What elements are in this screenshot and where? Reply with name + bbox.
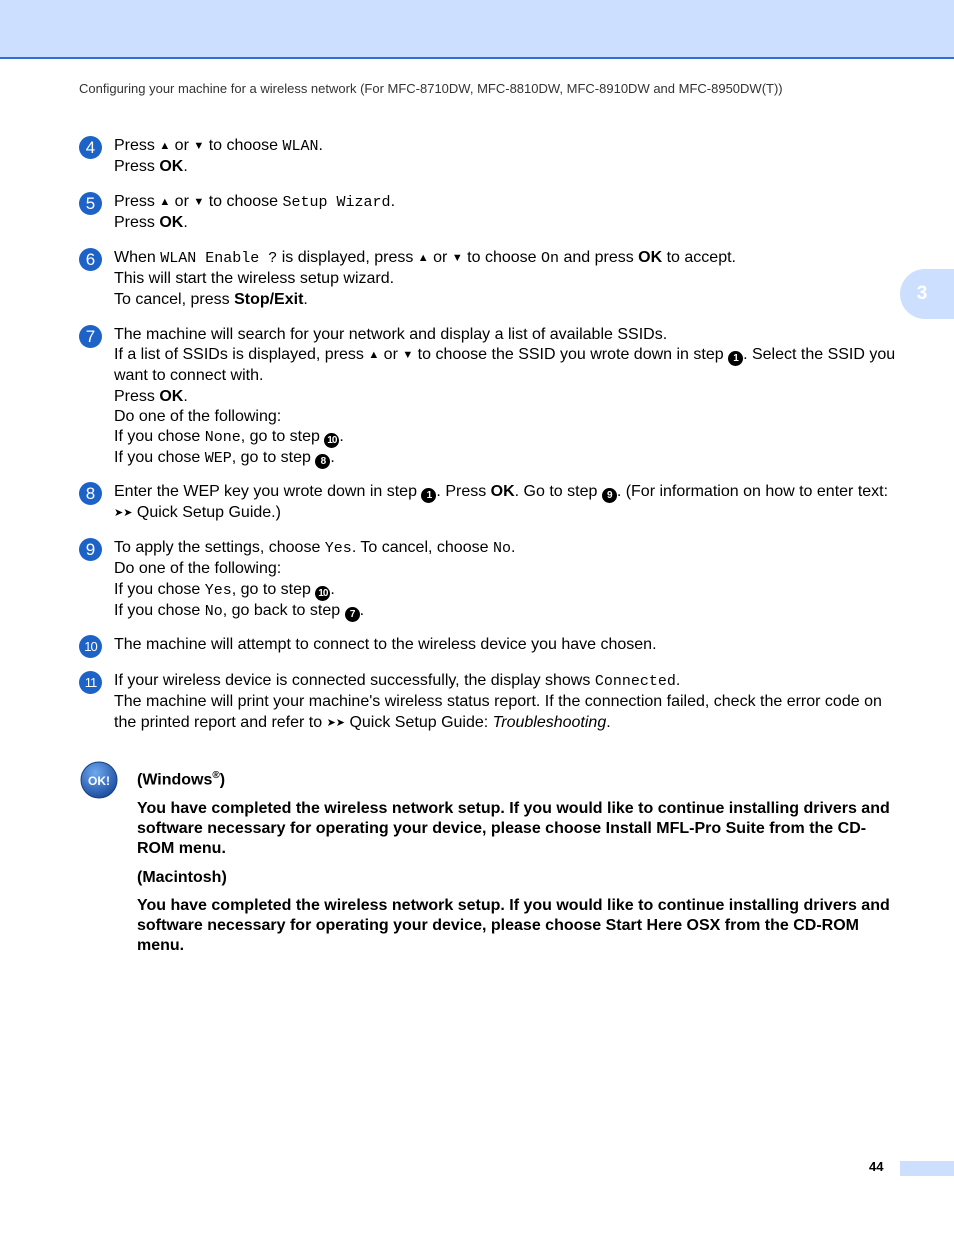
down-arrow-icon: ▼	[451, 252, 463, 264]
up-arrow-icon: ▲	[417, 252, 429, 264]
mac-note: You have completed the wireless network setup. If you would like to continue installing drivers and software necessary for operating your device, please choose Start Here OSX from the CD-ROM menu.	[137, 896, 890, 955]
lcd-value: WLAN	[282, 138, 319, 155]
step-ref-badge: 10	[324, 433, 339, 448]
lcd-value: WEP	[204, 450, 232, 468]
step-number: 10	[79, 635, 102, 658]
step-number: 4	[79, 136, 102, 159]
lcd-value: WLAN Enable ?	[160, 250, 278, 267]
step-7: 7 The machine will search for your network and display a list of available SSIDs. If a list of SSIDs is displayed, press ▲ or ▼ to choose the SSID you wrote down in step 1 . Select the SSID you want to connect with. Press OK. Do one of the following: If you chose None, go to step 10 . If you chose WEP, go to step 8 .	[79, 325, 899, 470]
down-arrow-icon: ▼	[193, 140, 205, 152]
stop-exit-key: Stop/Exit	[234, 290, 304, 308]
lcd-value: None	[204, 429, 241, 447]
ok-key: OK	[159, 158, 184, 176]
up-arrow-icon: ▲	[159, 196, 171, 208]
reference-arrows-icon: ➤➤	[114, 507, 133, 519]
step-10: 10 The machine will attempt to connect to the wireless device you have chosen.	[79, 635, 899, 655]
lcd-value: Yes	[204, 581, 232, 599]
down-arrow-icon: ▼	[193, 196, 205, 208]
step-number: 6	[79, 248, 102, 271]
footer-band	[900, 1161, 954, 1176]
step-number: 7	[79, 325, 102, 348]
step-ref-badge: 7	[345, 607, 360, 622]
chapter-tab: 3	[900, 269, 954, 319]
step-4: 4 Press ▲ or ▼ to choose WLAN. Press OK.	[79, 136, 899, 178]
top-band	[0, 0, 954, 59]
up-arrow-icon: ▲	[159, 140, 171, 152]
step-11: 11 If your wireless device is connected successfully, the display shows Connected. The machine will print your machine's wireless status report. If the connection failed, check the error code on the printed report and refer to ➤➤ Quick Setup Guide: Troubleshooting.	[79, 671, 899, 733]
step-number: 5	[79, 192, 102, 215]
lcd-value: No	[204, 602, 223, 620]
lcd-value: Yes	[324, 540, 352, 557]
lcd-value: No	[492, 540, 511, 557]
down-arrow-icon: ▼	[402, 349, 414, 362]
reference-arrows-icon: ➤➤	[326, 716, 346, 729]
page-number: 44	[869, 1159, 884, 1174]
step-ref-badge: 1	[421, 488, 436, 503]
running-header: Configuring your machine for a wireless network (For MFC-8710DW, MFC-8810DW, MFC-8910DW and MFC-8950DW(T))	[79, 81, 783, 96]
lcd-value: Connected	[594, 673, 676, 690]
svg-text:OK!: OK!	[88, 774, 110, 788]
step-8: 8 Enter the WEP key you wrote down in step 1 . Press OK. Go to step 9 . (For information on how to enter text: ➤➤ Quick Setup Guide.)	[79, 482, 899, 523]
step-number: 8	[79, 482, 102, 505]
lcd-value: On	[540, 250, 559, 267]
windows-heading: (Windows®)	[137, 770, 226, 789]
step-ref-badge: 8	[315, 454, 330, 469]
step-ref-badge: 1	[728, 351, 743, 366]
step-5: 5 Press ▲ or ▼ to choose Setup Wizard. Press OK.	[79, 192, 899, 234]
lcd-value: Setup Wizard	[282, 194, 391, 211]
step-ref-badge: 9	[602, 488, 617, 503]
step-9: 9 To apply the settings, choose Yes. To cancel, choose No. Do one of the following: If you chose Yes, go to step 10 . If you chose No, go back to step 7 .	[79, 538, 899, 622]
mac-heading: (Macintosh)	[137, 868, 227, 886]
ok-key: OK	[159, 214, 184, 232]
step-number: 9	[79, 538, 102, 561]
completion-note	[137, 766, 897, 965]
ok-badge-icon	[80, 761, 118, 799]
step-number: 11	[79, 671, 102, 694]
step-6: 6 When WLAN Enable ? is displayed, press ▲ or ▼ to choose On and press OK to accept. This will start the wireless setup wizard. To cancel, press Stop/Exit.	[79, 248, 899, 310]
up-arrow-icon: ▲	[368, 349, 380, 362]
step-ref-badge: 10	[315, 586, 330, 601]
windows-note: You have completed the wireless network setup. If you would like to continue installing drivers and software necessary for operating your device, please choose Install MFL-Pro Suite from the CD-ROM menu.	[137, 799, 890, 858]
